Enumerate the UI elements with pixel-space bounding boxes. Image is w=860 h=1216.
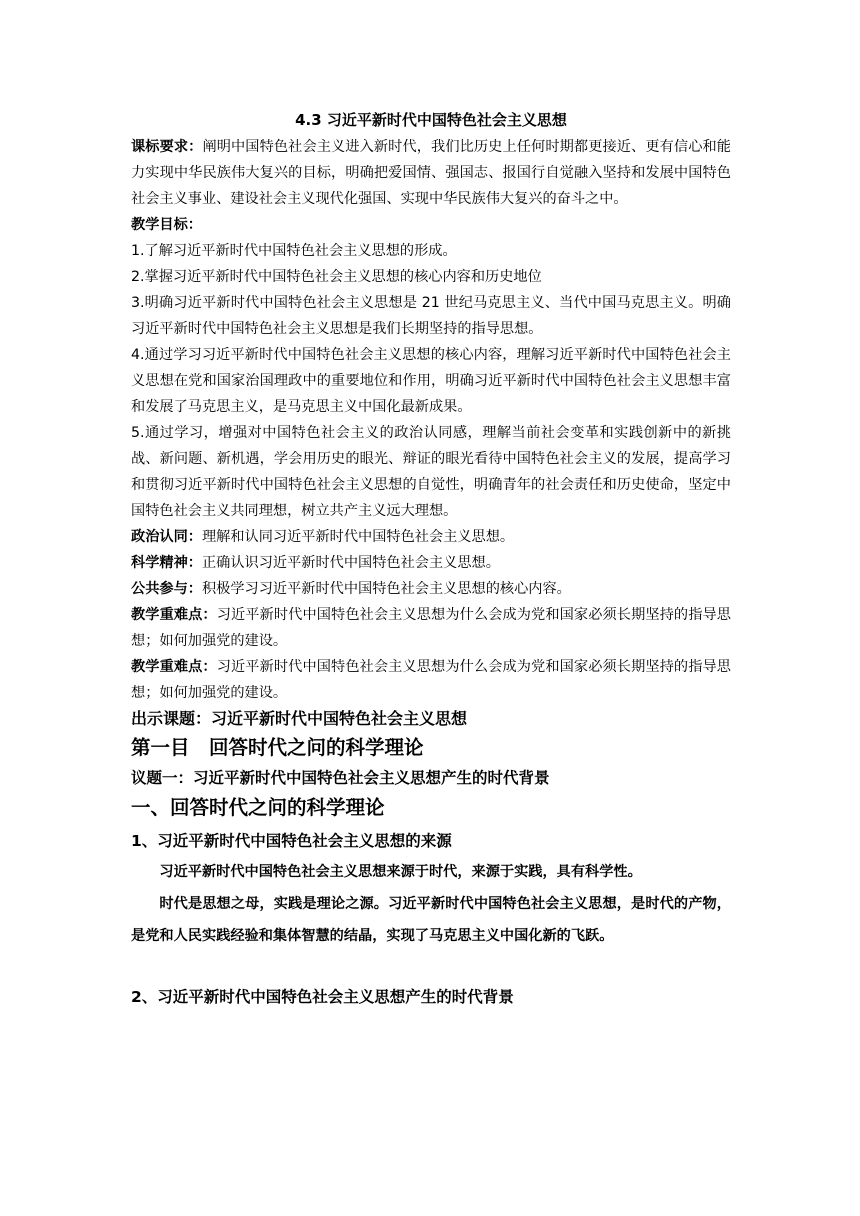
spacer — [131, 952, 731, 980]
political-identity-text: 理解和认同习近平新时代中国特色社会主义思想。 — [201, 529, 515, 545]
public-participation — [131, 576, 731, 602]
political-identity-label: 政治认同： — [131, 529, 202, 545]
political-identity — [131, 524, 731, 550]
scientific-spirit-label: 科学精神： — [131, 555, 202, 571]
curriculum-standard-label: 课标要求： — [131, 139, 203, 155]
section-mu-heading: 第一目 回答时代之问的科学理论 — [131, 736, 424, 759]
key-difficulty-label: 教学重难点： — [131, 607, 217, 623]
show-topic-heading: 出示课题：习近平新时代中国特色社会主义思想 — [131, 709, 468, 728]
section-one-heading: 一、回答时代之问的科学理论 — [131, 796, 385, 819]
public-participation-text: 积极学习习近平新时代中国特色社会主义思想的核心内容。 — [201, 581, 571, 597]
point-one-paragraph: 习近平新时代中国特色社会主义思想来源于时代，来源于实践，具有科学性。 — [159, 864, 642, 880]
curriculum-standard-text: 阐明中国特色社会主义进入新时代，我们比历史上任何时期都更接近、更有信心和能力实现中华民族伟大复兴的目标，明确把爱国情、强国志、报国行自觉融入坚持和发展中国特色社会主义事业、建设社会主义现代化强国、实现中华民族伟大复兴的奋斗之中。 — [131, 139, 731, 207]
goal-item: 3.明确习近平新时代中国特色社会主义思想是 21 世纪马克思主义、当代中国马克思主义。明确习近平新时代中国特色社会主义思想是我们长期坚持的指导思想。 — [131, 295, 731, 337]
key-difficulty-text: 习近平新时代中国特色社会主义思想为什么会成为党和国家必须长期坚持的指导思想；如何加强党的建设。 — [131, 659, 731, 701]
scientific-spirit — [131, 550, 731, 576]
point-two-heading: 2、习近平新时代中国特色社会主义思想产生的时代背景 — [131, 988, 514, 1006]
key-difficulty — [131, 602, 731, 654]
point-one-heading: 1、习近平新时代中国特色社会主义思想的来源 — [131, 832, 452, 850]
key-difficulty-text: 习近平新时代中国特色社会主义思想为什么会成为党和国家必须长期坚持的指导思想；如何加强党的建设。 — [131, 607, 731, 649]
document-title: 4.3 习近平新时代中国特色社会主义思想 — [295, 111, 567, 129]
point-one-paragraph: 时代是思想之母，实践是理论之源。习近平新时代中国特色社会主义思想，是时代的产物，是党和人民实践经验和集体智慧的结晶，实现了马克思主义中国化新的飞跃。 — [131, 896, 731, 944]
goal-item: 4.通过学习习近平新时代中国特色社会主义思想的核心内容，理解习近平新时代中国特色社会主义思想在党和国家治国理政中的重要地位和作用，明确习近平新时代中国特色社会主义思想丰富和发展了马克思主义，是马克思主义中国化最新成果。 — [131, 347, 731, 415]
goal-item: 2.掌握习近平新时代中国特色社会主义思想的核心内容和历史地位 — [131, 269, 542, 285]
key-difficulty-label: 教学重难点： — [131, 659, 217, 675]
public-participation-label: 公共参与： — [131, 581, 202, 597]
document-body — [131, 110, 731, 1012]
key-difficulty — [131, 654, 731, 706]
teaching-goals-heading — [131, 212, 731, 238]
goal-item: 1.了解习近平新时代中国特色社会主义思想的形成。 — [131, 243, 457, 259]
curriculum-standard — [131, 134, 731, 212]
topic-one-heading: 议题一：习近平新时代中国特色社会主义思想产生的时代背景 — [131, 769, 550, 787]
goal-item: 5.通过学习，增强对中国特色社会主义的政治认同感，理解当前社会变革和实践创新中的新挑战、新问题、新机遇，学会用历史的眼光、辩证的眼光看待中国特色社会主义的发展，提高学习和贯彻习近平新时代中国特色社会主义思想的自觉性，明确青年的社会责任和历史使命，坚定中国特色社会主义共同理想，树立共产主义远大理想。 — [131, 425, 731, 519]
scientific-spirit-text: 正确认识习近平新时代中国特色社会主义思想。 — [201, 555, 500, 571]
teaching-goals-label: 教学目标： — [131, 217, 202, 233]
